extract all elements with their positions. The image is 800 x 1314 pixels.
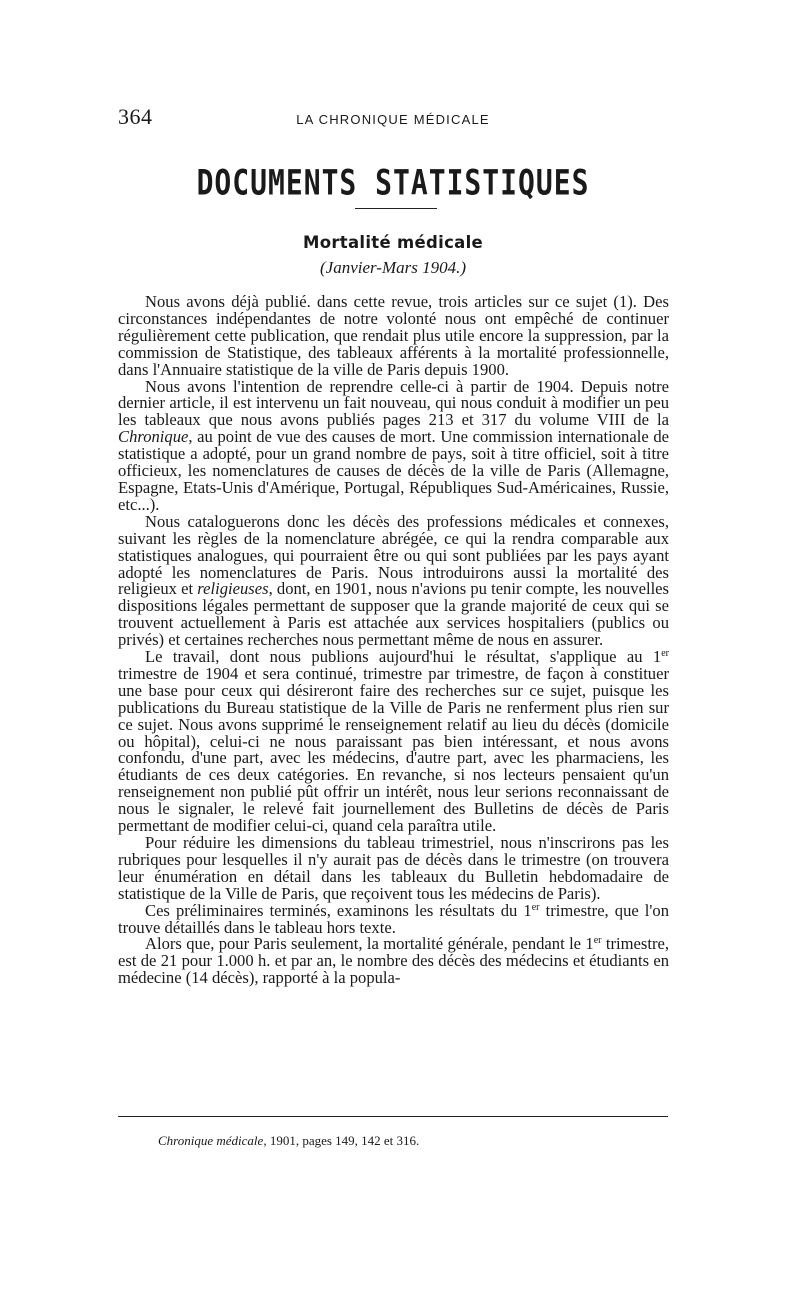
paragraph-text: Ces préliminaires terminés, examinons les résultats du 1 bbox=[145, 900, 532, 920]
footnote-divider bbox=[118, 1116, 668, 1117]
ordinal-superscript: er bbox=[661, 648, 669, 660]
emphasis-text: Chronique bbox=[118, 427, 189, 447]
title-divider bbox=[355, 208, 437, 209]
paragraph-text: Nous cataloguerons donc les décès des professions médicales et connexes, suivant les règles de la nomenclature abrégée, ce qui la rendra comparable aux statistiques analogues, qui pourraient être ou qui sont publiées par les pays ayant adopté les nomenclatures de Paris. Nous introduirons aussi la mortalité des religieux et bbox=[118, 511, 669, 599]
paragraph-2 bbox=[118, 376, 669, 514]
footnote-text: , 1901, pages 149, 142 et 316. bbox=[263, 1133, 420, 1148]
paragraph-text: , dont, en 1901, nous n'avions pu tenir compte, les nouvelles dispositions légales permettant de supposer que la grande majorité de ceux qui se trouvent actuellement à Paris est attachée aux services hospitaliers (publics ou privés) et certaines recherches nous permettant même de nous en assurer. bbox=[118, 579, 670, 650]
paragraph-text: trimestre, est de 21 pour 1.000 h. et par an, le nombre des décès des médecins et étudiants en médecine (14 décès), rapporté à la popula- bbox=[118, 934, 669, 988]
ordinal-superscript: er bbox=[531, 901, 540, 913]
paragraph-text: trimestre, que l'on trouve détaillés dans le tableau hors texte. bbox=[118, 900, 670, 937]
section-title: DOCUMENTS STATISTIQUES bbox=[196, 162, 590, 204]
paragraph-text: Pour réduire les dimensions du tableau trimestriel, nous n'inscrirons pas les rubriques pour lesquelles il n'y aurait pas de décès dans le trimestre (on trouvera leur énumération en détail dans les tableaux du Bulletin hebdomadaire de statistique de la Ville de Paris, que reçoivent tous les médecins de Paris). bbox=[118, 833, 669, 903]
paragraph-6 bbox=[118, 900, 670, 937]
paragraph-text: trimestre de 1904 et sera continué, trimestre par trimestre, de façon à constituer une base pour ceux qui désireront faire des recherches sur ce sujet, puisque les publications du Bureau statistique de la Ville de Paris ne renferment plus rien sur ce sujet. Nous avons supprimé le renseignement relatif au lieu du décès (domicile ou hôpital), celui-ci ne nous paraissant pas bien intéressant, et nous avons confondu, d'une part, avec les médecins, d'autre part, avec les pharmaciens, les étudiants de ces deux catégories. En revanche, si nos lecteurs pensaient qu'un renseignement non publié pût offrir un intérêt, nous leur serions reconnaissant de nous le signaler, le relevé fait journellement des Bulletins de décès de Paris permettant de modifier celui-ci, quand cela paraîtra utile. bbox=[118, 663, 669, 836]
page-number: 364 bbox=[118, 104, 153, 129]
article-subtitle: (Janvier-Mars 1904.) bbox=[319, 258, 466, 277]
footnote bbox=[158, 1133, 658, 1149]
paragraph-4 bbox=[118, 649, 669, 835]
paragraph-text: Alors que, pour Paris seulement, la mortalité générale, pendant le 1 bbox=[145, 934, 594, 954]
emphasis-text: religieuses bbox=[197, 579, 269, 599]
paragraph-5 bbox=[118, 835, 669, 903]
article-title: Mortalité médicale bbox=[302, 233, 484, 252]
paragraph-text: Le travail, dont nous publions aujourd'hui le résultat, s'applique au 1 bbox=[145, 647, 662, 667]
paragraph-3 bbox=[118, 511, 670, 650]
paragraph-text: Nous avons l'intention de reprendre celle-ci à partir de 1904. Depuis notre dernier article, il est intervenu un fait nouveau, qui nous conduit à modifier un peu les tableaux que nous avons publiés pages 213 et 317 du volume VIII de la bbox=[118, 376, 669, 430]
paragraph-7 bbox=[118, 936, 669, 987]
paragraph-1 bbox=[118, 294, 669, 379]
ordinal-superscript: er bbox=[593, 935, 602, 947]
running-title: LA CHRONIQUE MÉDICALE bbox=[296, 112, 490, 127]
page-header bbox=[118, 104, 668, 134]
paragraph-text: Nous avons déjà publié. dans cette revue, trois articles sur ce sujet (1). Des circonstances indépendantes de notre volonté nous ont empêché de continuer régulièrement cette publication, que rendait plus utile encore la suppression, par la commission de Statistique, des tableaux afférents à la mortalité professionnelle, dans l'Annuaire statistique de la ville de Paris depuis 1900. bbox=[118, 292, 669, 379]
article-body bbox=[118, 294, 669, 987]
footnote-journal: Chronique médicale bbox=[158, 1133, 264, 1148]
paragraph-text: , au point de vue des causes de mort. Une commission internationale de statistique a adopté, pour un grand nombre de pays, soit à titre officiel, soit à titre officieux, les nomenclatures de causes de décès de la ville de Paris (Allemagne, Espagne, Etats-Unis d'Amérique, Portugal, Républiques Sud-Américaines, Russie, etc...). bbox=[118, 427, 669, 514]
